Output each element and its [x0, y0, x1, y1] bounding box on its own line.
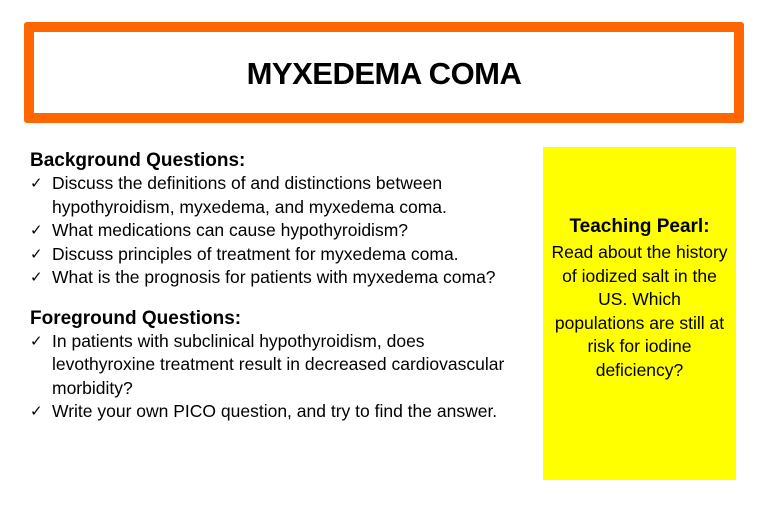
checkmark-icon: ✓ — [30, 244, 43, 263]
foreground-heading: Foreground Questions: — [30, 307, 242, 329]
checkmark-icon: ✓ — [30, 268, 43, 286]
teaching-pearl-heading: Teaching Pearl: — [569, 216, 710, 237]
background-heading: Background Questions: — [30, 150, 246, 171]
foreground-list — [30, 330, 530, 424]
background-section — [30, 150, 530, 290]
page-title: MYXEDEMA COMA — [246, 55, 522, 91]
list-item: ✓ Write your own PICO question, and try to find the answer. — [30, 400, 530, 424]
checkmark-icon: ✓ — [30, 174, 43, 192]
foreground-section — [30, 308, 530, 424]
list-item: ✓ What is the prognosis for patients with myxedema coma? — [30, 266, 530, 290]
checkmark-icon: ✓ — [30, 402, 43, 420]
checkmark-icon: ✓ — [30, 221, 43, 239]
list-item: ✓ Discuss principles of treatment for myxedema coma. — [30, 243, 530, 267]
checkmark-icon: ✓ — [30, 331, 43, 350]
teaching-pearl-box — [543, 147, 736, 480]
questions-column — [30, 150, 530, 424]
list-item: ✓ In patients with subclinical hypothyroidism, does levothyroxine treatment result in decreased cardiovascular morbidity? — [30, 330, 505, 398]
title-box — [24, 22, 744, 123]
list-item: ✓ Discuss the definitions of and distinctions between hypothyroidism, myxedema, and myxedema coma. — [30, 173, 447, 217]
teaching-pearl-body: Read about the history of iodized salt in the US. Which populations are still at risk for iodine deficiency? — [551, 242, 728, 380]
background-list — [30, 172, 530, 290]
list-item: ✓ What medications can cause hypothyroidism? — [30, 219, 530, 243]
